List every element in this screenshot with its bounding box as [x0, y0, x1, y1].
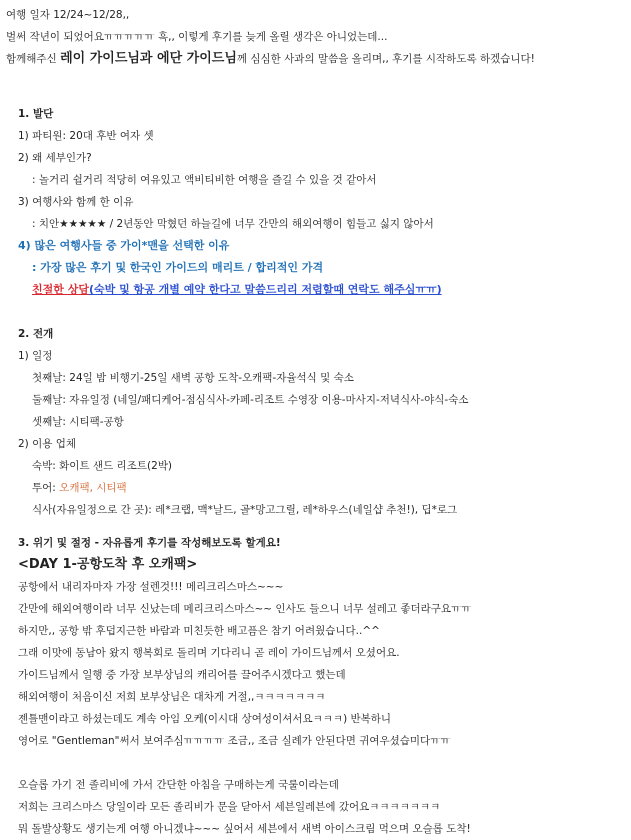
- why-cebu-question: 2) 왜 세부인가?: [18, 152, 92, 164]
- choice-answer: : 가장 많은 후기 및 한국인 가이드의 매리트 / 합리적인 가격: [32, 261, 324, 274]
- day1-paragraph-line: 해외여행이 처음이신 저희 보부상님은 대차게 거절,,ㅋㅋㅋㅋㅋㅋㅋ: [18, 691, 326, 703]
- section-1-title: 1. 발단: [18, 108, 54, 120]
- vendor-stay: 숙박: 화이트 샌드 리조트(2박): [32, 460, 172, 472]
- section-2-title: 2. 전개: [18, 328, 54, 340]
- schedule-day-1: 첫째날: 24일 밤 비행기-25일 새벽 공항 도착-오캐팩-자율석식 및 숙소: [32, 372, 354, 384]
- choice-answer-2: [6, 279, 625, 301]
- intro-thanks: [6, 48, 625, 70]
- schedule-day-2: 둘째날: 자유일정 (네일/패디케어-점심식사-카페-리조트 수영장 이용-마사지-저녁식사-야식-숙소: [32, 394, 469, 406]
- thanks-prefix: 함께해주신: [6, 53, 61, 65]
- day1-paragraph-2-line: 저희는 크리스마스 당일이라 모든 졸리비가 문을 닫아서 세븐일레븐에 갔어요ㅋㅋㅋㅋㅋㅋㅋ: [18, 801, 441, 813]
- kind-consultation: 친절한 상담: [32, 283, 89, 296]
- guide-names: 레이 가이드님과 에단 가이드님: [60, 51, 237, 66]
- day1-paragraph-line: 그래 이맛에 동남아 왔지 행복회로 돌리며 기다리니 곧 레이 가이드님께서 오셨어요.: [18, 647, 400, 659]
- schedule-heading: 1) 일정: [18, 350, 53, 362]
- agency-answer: : 치안★★★★★ / 2년동안 막혔던 하늘길에 너무 간만의 해외여행이 힘들고 싫지 않아서: [32, 218, 434, 230]
- day1-paragraph-line: 젠틀맨이라고 하셨는데도 계속 아임 오케(이시대 상여성이셔서요ㅋㅋㅋ) 반복하니: [18, 713, 392, 725]
- day1-paragraph-line: 공항에서 내리자마자 가장 설렌것!!! 메리크리스마스~~~: [18, 581, 284, 593]
- why-cebu-answer: : 놀거리 쉴거리 적당히 여유있고 액비티비한 여행을 즐길 수 있을 것 같아서: [32, 174, 377, 186]
- day1-paragraph-line: 간만에 해외여행이라 너무 신났는데 메리크리스마스~~ 인사도 들으니 너무 설레고 좋더라구요ㅠㅠ: [18, 603, 472, 615]
- day-1-title: <DAY 1-공항도착 후 오캐팩>: [18, 557, 198, 572]
- intro-text: 벌써 작년이 되었어요ㅠㅠㅠㅠㅠ 흑,, 이렇게 후기를 늦게 올릴 생각은 아니었는데...: [6, 31, 388, 43]
- vendors-heading: 2) 이용 업체: [18, 438, 77, 450]
- choice-question: 4) 많은 여행사들 중 가이*맨을 선택한 이유: [18, 239, 230, 252]
- day1-paragraph-line: 가이드님께서 일행 중 가장 보부상님의 캐리어를 끌어주시겠다고 했는데: [18, 669, 346, 681]
- day1-paragraph-2-line: 뭐 돌발상황도 생기는게 여행 아니겠냐~~~ 싶어서 세븐에서 새벽 아이스크림 먹으며 오슬롭 도착!: [18, 823, 471, 835]
- tour-label: 투어:: [32, 482, 60, 494]
- agency-question: 3) 여행사와 함께 한 이유: [18, 196, 134, 208]
- day1-paragraph-line: 영어로 "Gentleman"써서 보여주심ㅠㅠㅠㅠ 조금,, 조금 실례가 안된다면 귀여우셨습미다ㅠㅠ: [18, 735, 451, 747]
- tour-value: 오캐팩, 시티팩: [59, 482, 127, 494]
- day1-paragraph-line: 하지만,, 공항 밖 후덥지근한 바람과 미친듯한 배고픔은 참기 어려웠습니다..^^: [18, 625, 380, 637]
- consultation-detail: (숙박 및 항공 개별 예약 한다고 말씀드리리 저렴할때 연락도 해주심ㅠㅠ): [88, 283, 442, 296]
- party-info: 1) 파티원: 20대 후반 여자 셋: [18, 130, 154, 142]
- day1-paragraph-2-line: 오슬롭 가기 전 졸리비에 가서 간단한 아침을 구매하는게 국룰이라는데: [18, 779, 339, 791]
- thanks-suffix: 께 심심한 사과의 말씀을 올리며,, 후기를 시작하도록 하겠습니다!: [236, 53, 535, 65]
- section-3-title: 3. 위기 및 절정 - 자유롭게 후기를 작성해보도록 할게요!: [18, 537, 281, 549]
- vendor-meals: 식사(자유일정으로 간 곳): 레*크랩, 맥*날드, 골*망고그릴, 레*하우스(네일샵 추천!), 딥*로그: [32, 504, 458, 516]
- vendor-tour: [6, 477, 625, 499]
- schedule-day-3: 셋째날: 시티팩-공항: [32, 416, 124, 428]
- travel-dates: 여행 일자 12/24~12/28,,: [6, 9, 130, 21]
